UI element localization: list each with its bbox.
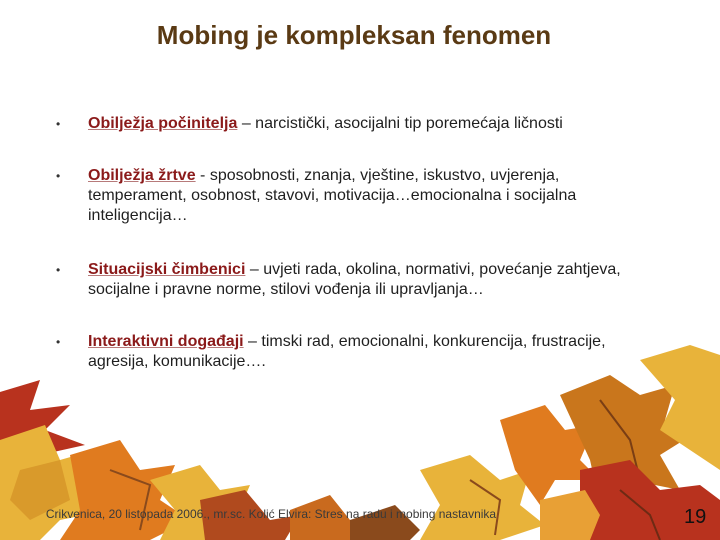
slide-footer: Crikvenica, 20 listopada 2006., mr.sc. Kolić Elvira: Stres na radu i mobing nastavnika <box>45 507 497 521</box>
bullet-symbol: • <box>56 263 61 277</box>
bullet-text: – timski rad, emocionalni, konkurencija, frustracije, agresija, komunikacije…. <box>88 333 606 370</box>
bullet-term: Situacijski čimbenici <box>88 261 246 278</box>
bullet-term: Interaktivni događaji <box>88 333 244 350</box>
bullet-text: – uvjeti rada, okolina, normativi, povećanje zahtjeva, socijalne i pravne norme, stilovi vođenja ili upravljanja… <box>88 261 621 298</box>
bullet-symbol: • <box>56 335 61 349</box>
bullet-term: Obilježja počinitelja <box>88 115 238 132</box>
bullet-text: - sposobnosti, znanja, vještine, iskustvo, uvjerenja, temperament, osobnost, stavovi, motivacija…emocionalna i socijalna inteligencija… <box>88 167 577 224</box>
bullet-symbol: • <box>56 169 61 183</box>
page-number: 19 <box>684 506 707 528</box>
bullet-text: – narcistički, asocijalni tip poremećaja ličnosti <box>237 115 563 132</box>
slide-title: Mobing je kompleksan fenomen <box>156 20 552 50</box>
bullet-symbol: • <box>56 117 61 131</box>
bullet-term: Obilježja žrtve <box>88 167 196 184</box>
